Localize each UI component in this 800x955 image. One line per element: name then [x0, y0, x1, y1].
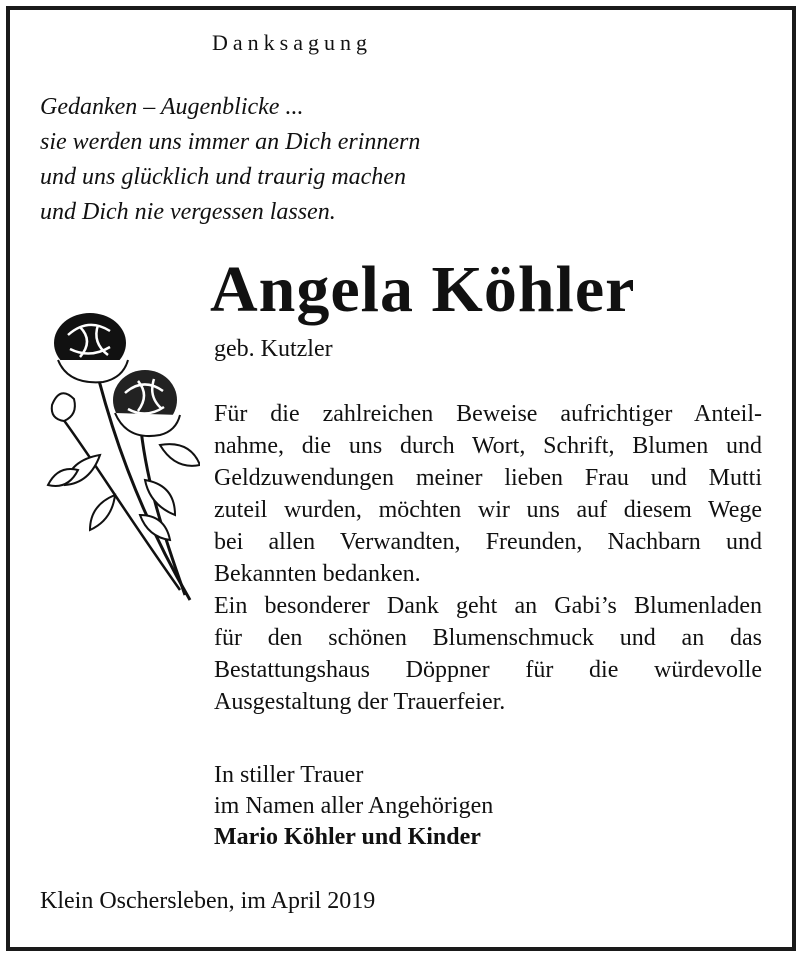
deceased-name: Angela Köhler	[210, 253, 636, 326]
closing-block	[214, 760, 493, 853]
birth-name: geb. Kutzler	[214, 336, 333, 362]
poem-line: und Dich nie vergessen lassen.	[40, 199, 336, 225]
roses-illustration-icon	[40, 305, 200, 605]
thanks-line: für den schönen Blumenschmuck und an das	[214, 625, 762, 651]
thanks-line: Ein besonderer Dank geht an Gabi’s Blumenladen	[214, 593, 762, 619]
notice-heading: Danksagung	[212, 30, 372, 55]
poem-line: Gedanken – Augenblicke ...	[40, 94, 304, 120]
place-date: Klein Oschersleben, im April 2019	[40, 888, 376, 914]
thanks-text	[214, 398, 762, 718]
thanks-line: bei allen Verwandten, Freunden, Nachbarn und	[214, 529, 762, 555]
thanks-line: nahme, die uns durch Wort, Schrift, Blumen und	[214, 433, 762, 459]
thanks-line: Für die zahlreichen Beweise aufrichtiger Anteil-	[214, 401, 762, 427]
thanks-line: Ausgestaltung der Trauerfeier.	[214, 689, 506, 715]
poem	[40, 90, 420, 230]
thanks-line: Geldzuwendungen meiner lieben Frau und Mutti	[214, 465, 762, 491]
closing-line: im Namen aller Angehörigen	[214, 793, 494, 819]
poem-line: sie werden uns immer an Dich erinnern	[40, 129, 421, 155]
thanks-line: Bekannten bedanken.	[214, 561, 421, 587]
poem-line: und uns glücklich und traurig machen	[40, 164, 406, 190]
thanks-line: Bestattungshaus Döppner für die würdevolle	[214, 657, 762, 683]
closing-line: In stiller Trauer	[214, 762, 364, 788]
thanks-line: zuteil wurden, möchten wir uns auf diesem Wege	[214, 497, 762, 523]
signers: Mario Köhler und Kinder	[214, 824, 481, 850]
